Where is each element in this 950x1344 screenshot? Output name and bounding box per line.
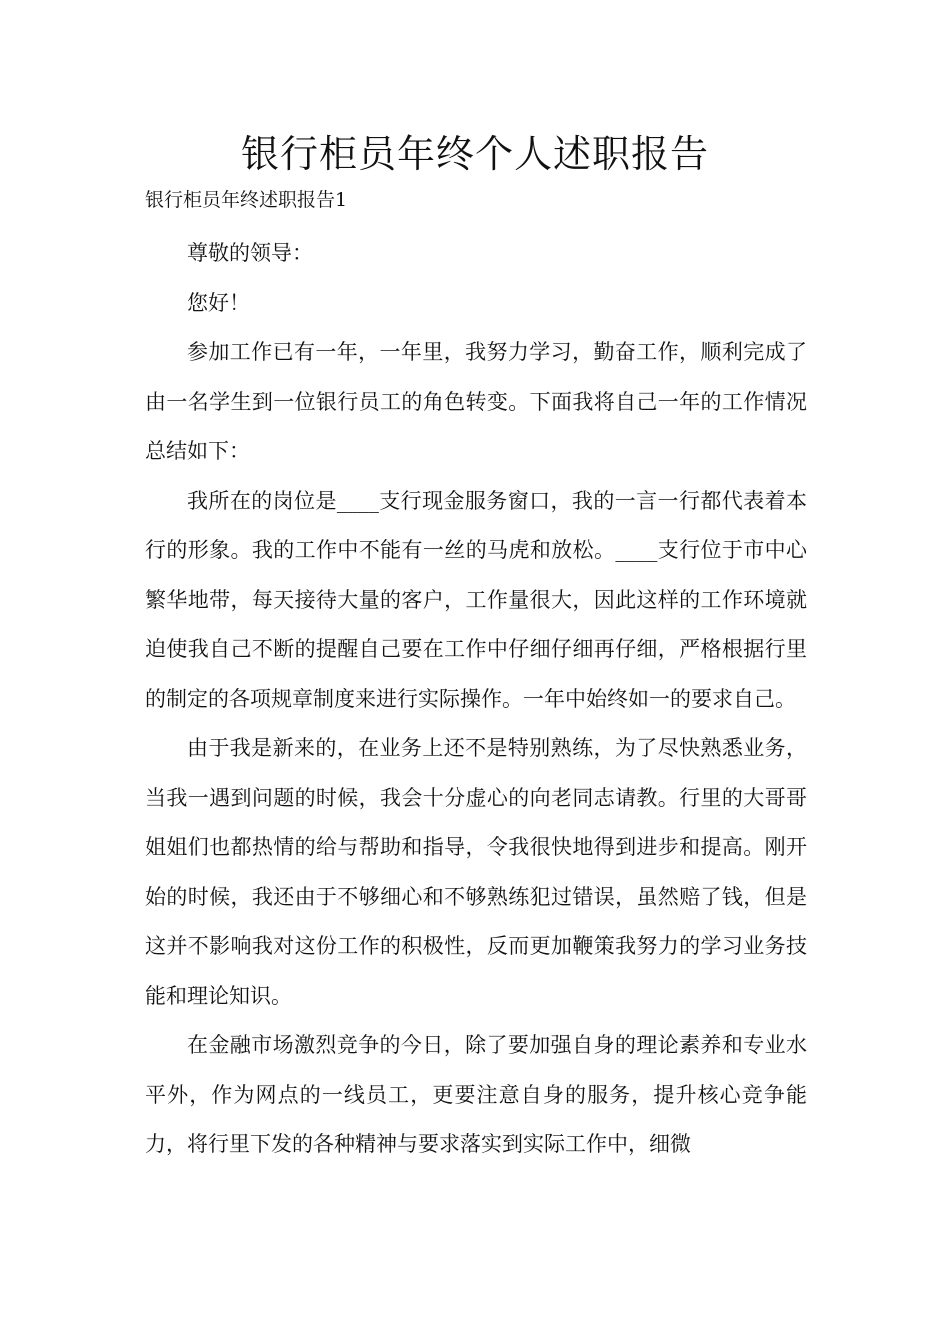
salutation-paragraph: 您好！: [187, 290, 250, 315]
document-body: [145, 229, 807, 1170]
body-paragraph-competition: 在金融市场激烈竞争的今日，除了要加强自身的理论素养和专业水平外，作为网点的一线员工，更要注意自身的服务，提升核心竞争能力，将行里下发的各种精神与要求落实到实际工作中，细微: [145, 1033, 807, 1156]
body-paragraph-learning: 由于我是新来的，在业务上还不是特别熟练，为了尽快熟悉业务，当我一遇到问题的时候，我会十分虚心的向老同志请教。行里的大哥哥姐姐们也都热情的给与帮助和指导，令我很快地得到进步和提高。刚开始的时候，我还由于不够细心和不够熟练犯过错误，虽然赔了钱，但是这并不影响我对这份工作的积极性，反而更加鞭策我努力的学习业务技能和理论知识。: [145, 736, 807, 1008]
body-paragraph-intro: 参加工作已有一年，一年里，我努力学习，勤奋工作，顺利完成了由一名学生到一位银行员工的角色转变。下面我将自己一年的工作情况总结如下：: [145, 340, 807, 463]
report-subtitle: 银行柜员年终述职报告1: [145, 189, 348, 211]
document-title: 银行柜员年终个人述职报告: [240, 132, 709, 176]
body-paragraph-position: 我所在的岗位是____支行现金服务窗口，我的一言一行都代表着本行的形象。我的工作中不能有一丝的马虎和放松。____支行位于市中心繁华地带，每天接待大量的客户，工作量很大，因此这样的工作环境就迫使我自己不断的提醒自己要在工作中仔细仔细再仔细，严格根据行里的制定的各项规章制度来进行实际操作。一年中始终如一的要求自己。: [145, 488, 807, 711]
greeting-paragraph: 尊敬的领导：: [187, 241, 313, 265]
